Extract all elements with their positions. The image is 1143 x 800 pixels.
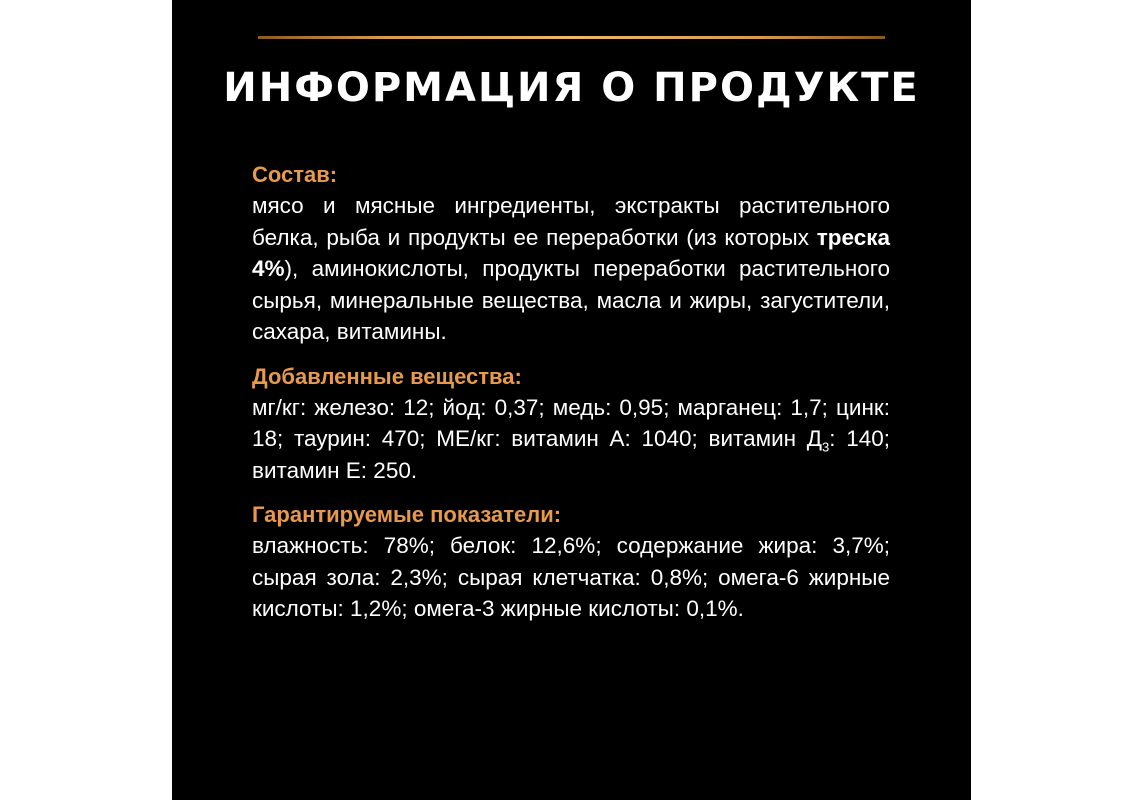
analysis-heading: Гарантируемые показатели:: [252, 502, 562, 527]
analysis-text: влажность: 78%; белок: 12,6%; содержание жира: 3,7%; сырая зола: 2,3%; сырая клетчатка: 0,8%; омега-6 жирные кислоты: 1,2%; омега-3 жирные кислоты: 0,1%.: [252, 533, 890, 621]
composition-highlight: треска 4%: [252, 224, 890, 281]
additives-heading: Добавленные вещества:: [252, 363, 522, 389]
additives-text: [252, 392, 890, 487]
vitamin-d-subscript: 3: [822, 439, 830, 455]
product-info-content: [252, 160, 890, 639]
gold-divider-line: [258, 36, 885, 39]
composition-text-part-1: мясо и мясные ингредиенты, экстракты растительного белка, рыба и продукты ее переработки (из которых: [252, 193, 890, 250]
additives-text-part-1: мг/кг: железо: 12; йод: 0,37; медь: 0,95; марганец: 1,7; цинк: 18; таурин: 470; МЕ/кг: витамин А: 1040; витамин Д: [252, 394, 890, 451]
page-title: ИНФОРМАЦИЯ О ПРОДУКТЕ: [223, 65, 920, 111]
composition-heading: Состав:: [252, 162, 338, 187]
composition-text: [252, 190, 890, 348]
product-info-panel: [172, 0, 971, 800]
composition-section: [252, 160, 890, 348]
composition-text-part-2: ), аминокислоты, продукты переработки растительного сырья, минеральные вещества, масла и жиры, загустители, сахара, витамины.: [252, 256, 890, 344]
additives-section: [252, 362, 890, 487]
additives-text-part-2: : 140; витамин Е: 250.: [252, 426, 891, 483]
analysis-section: [252, 500, 890, 625]
